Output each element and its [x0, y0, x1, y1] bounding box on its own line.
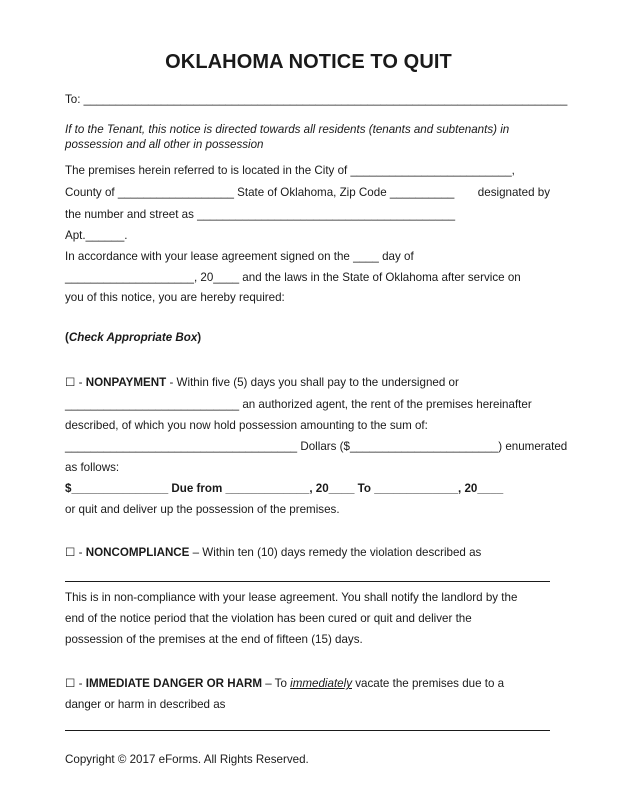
- danger-emphasis: immediately: [290, 677, 352, 690]
- danger-line-1: ☐ - IMMEDIATE DANGER OR HARM – To immediately vacate the premises due to a: [65, 677, 505, 690]
- to-line: To: ___________________________________________________________________________: [65, 93, 568, 106]
- noncompliance-line-2: This is in non-compliance with your lease agreement. You shall notify the landlord by the: [65, 591, 518, 604]
- notice-text-line-1: If to the Tenant, this notice is directed towards all residents (tenants and subtenants) in: [65, 123, 510, 136]
- danger-line-2: danger or harm in described as: [65, 698, 226, 711]
- copyright-text: Copyright © 2017 eForms. All Rights Reserved.: [65, 753, 309, 766]
- noncompliance-checkbox[interactable]: ☐: [65, 546, 76, 559]
- premises-line-7: you of this notice, you are hereby required:: [65, 291, 285, 304]
- danger-blank-line: [65, 730, 550, 731]
- nonpayment-heading: NONPAYMENT: [85, 376, 167, 389]
- danger-heading: IMMEDIATE DANGER OR HARM: [85, 677, 262, 690]
- premises-line-2-right: designated by: [477, 186, 550, 199]
- nonpayment-line-1: ☐ - NONPAYMENT - Within five (5) days you shall pay to the undersigned or: [65, 376, 459, 389]
- nonpayment-line-7: or quit and deliver up the possession of the premises.: [65, 503, 340, 516]
- noncompliance-line-3: end of the notice period that the violation has been cured or quit and deliver the: [65, 612, 472, 625]
- noncompliance-heading: NONCOMPLIANCE: [85, 546, 190, 559]
- premises-line-1: The premises herein referred to is located in the City of _________________________,: [65, 164, 515, 177]
- noncompliance-line-4: possession of the premises at the end of fifteen (15) days.: [65, 633, 363, 646]
- nonpayment-line-3: described, of which you now hold possession amounting to the sum of:: [65, 419, 428, 432]
- nonpayment-checkbox[interactable]: ☐: [65, 376, 76, 389]
- nonpayment-line-2: ___________________________ an authorized agent, the rent of the premises hereinafter: [65, 398, 532, 411]
- noncompliance-line-1: ☐ - NONCOMPLIANCE – Within ten (10) days remedy the violation described as: [65, 546, 482, 559]
- nonpayment-line-5: as follows:: [65, 461, 120, 474]
- page-title: OKLAHOMA NOTICE TO QUIT: [165, 51, 452, 73]
- noncompliance-blank-line: [65, 581, 550, 582]
- check-box-instruction: (Check Appropriate Box): [65, 331, 202, 344]
- premises-line-4: Apt.______.: [65, 229, 128, 242]
- notice-text-line-2: possession and all other in possession: [65, 138, 264, 151]
- premises-line-3: the number and street as ________________________________________: [65, 208, 456, 221]
- danger-checkbox[interactable]: ☐: [65, 677, 76, 690]
- premises-line-2-left: County of __________________ State of Oklahoma, Zip Code __________: [65, 186, 455, 199]
- premises-line-6: ____________________, 20____ and the laws in the State of Oklahoma after service on: [65, 271, 521, 284]
- nonpayment-line-6: $_______________ Due from _____________, 20____ To _____________, 20____: [65, 482, 504, 495]
- premises-line-5: In accordance with your lease agreement signed on the ____ day of: [65, 250, 414, 263]
- premises-line-2: [65, 185, 550, 200]
- nonpayment-line-4: ____________________________________ Dollars ($_______________________) enumerated: [65, 440, 568, 453]
